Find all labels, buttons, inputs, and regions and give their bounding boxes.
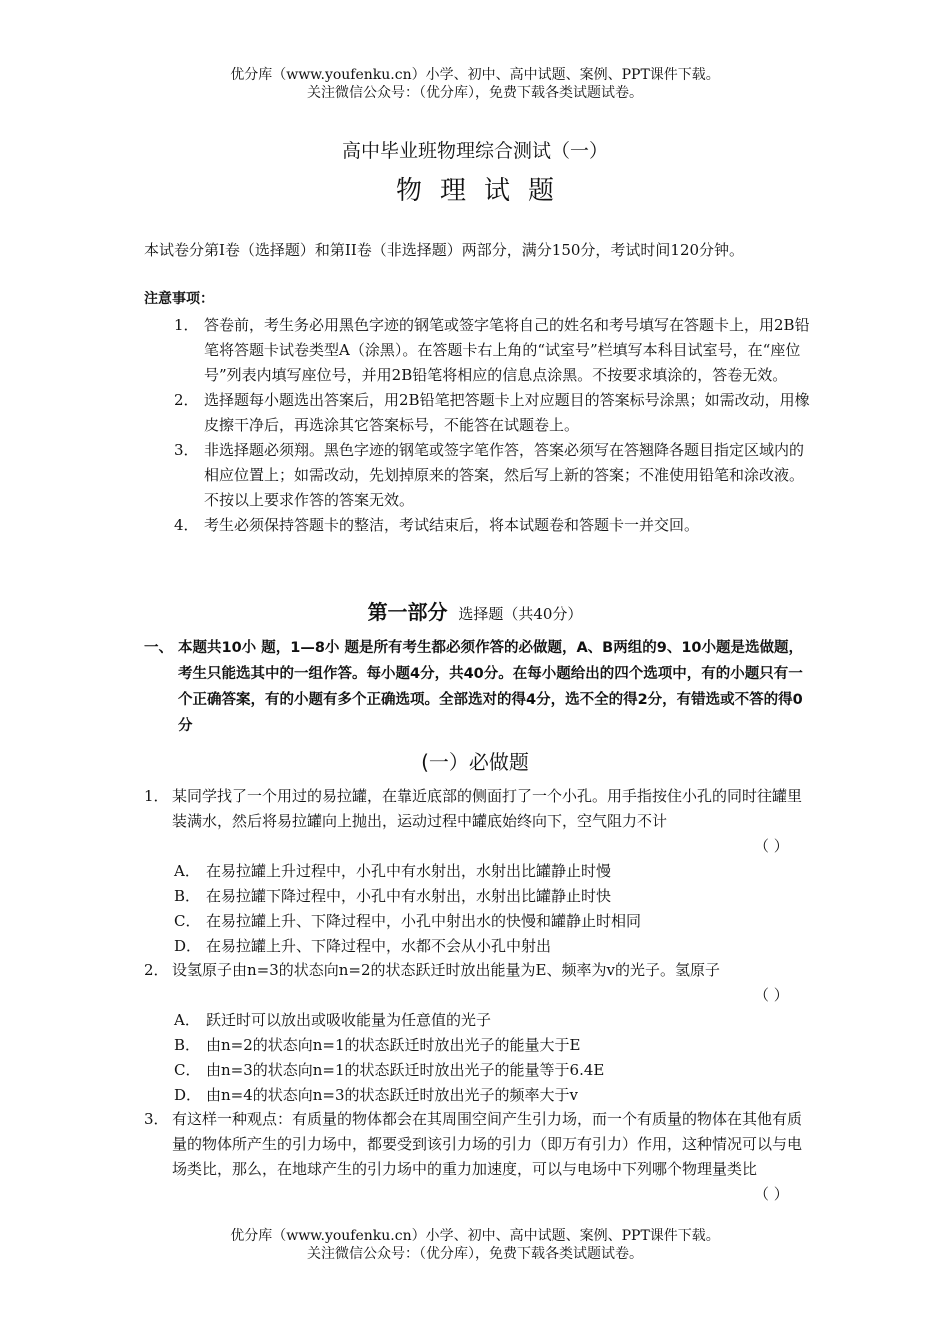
option-text: 在易拉罐下降过程中，小孔中有水射出，水射出比罐静止时快: [206, 887, 612, 905]
option-text: 由n=4的状态向n=3的状态跃迁时放出光子的频率大于v: [206, 1086, 579, 1104]
notice-item: [174, 313, 814, 388]
option-label: B．: [174, 1036, 201, 1054]
option-text: 在易拉罐上升、下降过程中，小孔中射出水的快慢和罐静止时相同: [206, 912, 642, 930]
notice-item-text: 答卷前，考生务必用黑色字迹的钢笔或签字笔将自己的姓名和考号填写在答题卡上，用2B铅笔将答题卡试卷类型A（涂黑）。在答题卡右上角的“试室号”栏填写本科目试室号，在“座位号”列表内填写座位号，并用2B铅笔将相应的信息点涂黑。不按要求填涂的，答卷无效。: [204, 316, 810, 384]
required-section-title: (一）必做题: [421, 750, 529, 774]
notice-item-number: 3．: [174, 441, 199, 459]
footer-line-2: 关注微信公众号：（优分库），免费下载各类试题试卷。: [307, 1246, 643, 1262]
option: [174, 1033, 794, 1058]
exam-subject-title: 物理试题: [395, 176, 572, 206]
notice-item: [174, 513, 814, 538]
notice-item-text: 选择题每小题选出答案后，用2B铅笔把答题卡上对应题目的答案标号涂黑；如需改动，用橡皮擦干净后，再选涂其它答案标号，不能答在试题卷上。: [204, 391, 810, 434]
option: [174, 1083, 794, 1108]
part-one-title: [0, 596, 950, 625]
page-footer: [0, 1227, 950, 1263]
question-number: 2．: [144, 961, 169, 979]
section-instruction: [144, 635, 814, 739]
question-number: 1．: [144, 787, 169, 805]
option-label: A．: [174, 862, 200, 880]
question-text: 设氢原子由n=3的状态向n=2的状态跃迁时放出能量为E、频率为v的光子。氢原子: [172, 961, 720, 979]
notice-item: [174, 388, 814, 438]
option-label: C．: [174, 1061, 201, 1079]
header-line-2: 关注微信公众号：（优分库），免费下载各类试题试卷。: [307, 85, 643, 101]
option: [174, 859, 794, 884]
page-header: [0, 66, 950, 102]
notice-item-number: 1．: [174, 316, 199, 334]
option-label: A．: [174, 1011, 200, 1029]
instruction-text: 本题共10小 题，1—8小 题是所有考生都必须作答的必做题，A、B两组的9、10小题是选做题，考生只能选其中的一组作答。每小题4分，共40分。在每小题给出的四个选项中，有的小题只有一个正确答案，有的小题有多个正确选项。全部选对的得4分，选不全的得2分，有错选或不答的得0分: [178, 640, 803, 734]
question-3: [144, 1107, 814, 1182]
header-line-1: 优分库（www.youfenku.cn）小学、初中、高中试题、案例、PPT课件下载。: [230, 67, 720, 83]
question-1-options: [174, 859, 794, 959]
notice-item-number: 4．: [174, 516, 199, 534]
part-one-heading: 第一部分: [367, 600, 448, 624]
option-text: 在易拉罐上升过程中，小孔中有水射出，水射出比罐静止时慢: [206, 862, 612, 880]
answer-blank: （ ）: [754, 986, 789, 1004]
answer-blank: （ ）: [754, 837, 789, 855]
option: [174, 1058, 794, 1083]
notice-item: [174, 438, 814, 513]
option-text: 跃迁时可以放出或吸收能量为任意值的光子: [206, 1011, 492, 1029]
notice-item-number: 2．: [174, 391, 199, 409]
part-one-subheading: 选择题（共40分）: [458, 605, 583, 623]
intro-paragraph: 本试卷分第I卷（选择题）和第II卷（非选择题）两部分，满分150分，考试时间120分钟。: [144, 241, 745, 259]
notice-item-text: 考生必须保持答题卡的整洁，考试结束后，将本试题卷和答题卡一并交回。: [204, 516, 700, 534]
exam-title: 高中毕业班物理综合测试（一）: [341, 140, 608, 162]
question-text: 某同学找了一个用过的易拉罐，在靠近底部的侧面打了一个小孔。用手指按住小孔的同时往罐里装满水，然后将易拉罐向上抛出，运动过程中罐底始终向下，空气阻力不计: [172, 787, 803, 830]
option-text: 由n=2的状态向n=1的状态跃迁时放出光子的能量大于E: [206, 1036, 581, 1054]
option-label: B．: [174, 887, 201, 905]
option: [174, 1008, 794, 1033]
option-label: D．: [174, 1086, 202, 1104]
option: [174, 909, 794, 934]
instruction-number: 一、: [144, 640, 173, 656]
option-text: 在易拉罐上升、下降过程中，水都不会从小孔中射出: [206, 937, 552, 955]
question-number: 3．: [144, 1110, 169, 1128]
option: [174, 884, 794, 909]
notice-heading: 注意事项：: [144, 291, 214, 307]
option: [174, 934, 794, 959]
notice-list: [174, 313, 814, 538]
option-text: 由n=3的状态向n=1的状态跃迁时放出光子的能量等于6.4E: [206, 1061, 605, 1079]
answer-blank: （ ）: [754, 1185, 789, 1203]
question-1: [144, 784, 814, 834]
question-text: 有这样一种观点：有质量的物体都会在其周围空间产生引力场，而一个有质量的物体在其他有质量的物体所产生的引力场中，都要受到该引力场的引力（即万有引力）作用，这种情况可以与电场类比，那么，在地球产生的引力场中的重力加速度，可以与电场中下列哪个物理量类比: [172, 1110, 803, 1178]
question-2: [144, 958, 814, 983]
notice-item-text: 非选择题必须翔。黑色字迹的钢笔或签字笔作答，答案必须写在答翘降各题目指定区域内的相应位置上；如需改动，先划掉原来的答案，然后写上新的答案；不准使用铅笔和涂改液。不按以上要求作答的答案无效。: [204, 441, 805, 509]
question-2-options: [174, 1008, 794, 1108]
option-label: D．: [174, 937, 202, 955]
footer-line-1: 优分库（www.youfenku.cn）小学、初中、高中试题、案例、PPT课件下载。: [230, 1228, 720, 1244]
option-label: C．: [174, 912, 201, 930]
